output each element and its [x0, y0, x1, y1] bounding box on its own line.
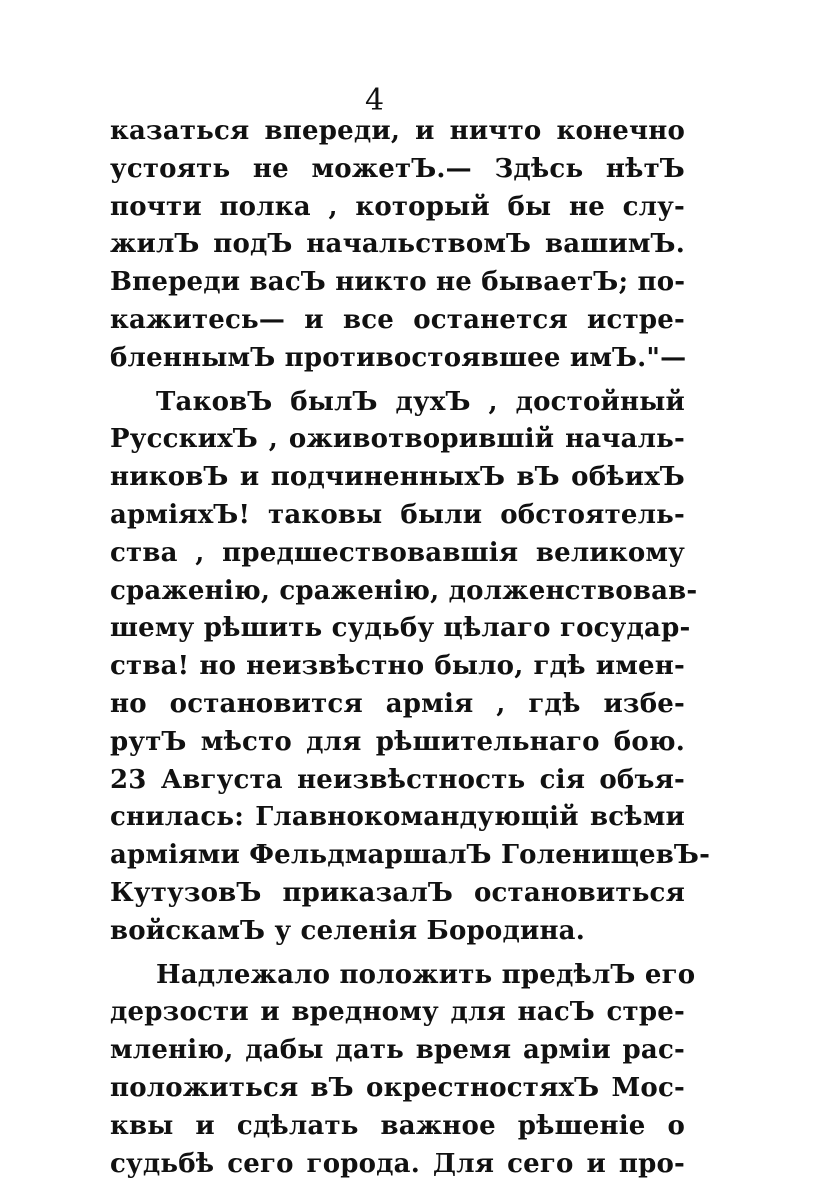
text-line: никовЪ и подчиненныхЪ вЪ обѣихЪ	[110, 462, 685, 493]
text-line: кажитесь— и все останется истре-	[110, 304, 685, 335]
text-line: снилась: Главнокомандующій всѣми	[110, 802, 685, 833]
text-line: бленнымЪ противостоявшее имЪ."—	[110, 342, 687, 373]
text-line: войскамЪ у селенія Бородина.	[110, 915, 585, 946]
text-line: судьбѣ сего города. Для сего и про-	[110, 1148, 685, 1179]
paragraph-start-line: ТаковЪ былЪ духЪ , достойный	[156, 386, 685, 417]
body-text	[110, 113, 711, 1183]
text-line: квы и сдѣлать важное рѣшеніе о	[110, 1110, 685, 1141]
text-line: жилЪ подЪ начальствомЪ вашимЪ.	[110, 229, 685, 260]
text-line: ства , предшествовавшія великому	[110, 537, 685, 568]
text-line: арміями ФельдмаршалЪ ГоленищевЪ-	[110, 840, 711, 871]
text-line: 23 Августа неизвѣстность сія объя-	[110, 764, 685, 795]
text-line: сраженію, сраженію, долженствовав-	[110, 575, 698, 606]
text-line: почти полка , который бы не слу-	[110, 191, 685, 222]
text-line: ства! но неизвѣстно было, гдѣ имен-	[110, 651, 685, 682]
text-line: дерзости и вредному для насЪ стре-	[110, 997, 685, 1028]
text-line: устоять не можетЪ.— Здѣсь нѣтЪ	[110, 153, 685, 184]
text-line: арміяхЪ! таковы были обстоятель-	[110, 499, 685, 530]
text-line: Впереди васЪ никто не бываетЪ; по-	[110, 267, 686, 298]
text-line: но остановится армія , гдѣ избе-	[110, 688, 685, 719]
text-line: рутЪ мѣсто для рѣшительнаго бою.	[110, 726, 685, 757]
text-line: КутузовЪ приказалЪ остановиться	[110, 877, 685, 908]
paragraph-start-line: Надлежало положить предѣлЪ его	[156, 959, 696, 990]
text-line: РусскихЪ , оживотворившій началь-	[110, 424, 685, 455]
text-line: положиться вЪ окрестностяхЪ Мос-	[110, 1072, 685, 1103]
text-line: казаться впереди, и ничто конечно	[110, 116, 685, 146]
page-number: 4	[365, 83, 385, 118]
text-line: шему рѣшить судьбу цѣлаго государ-	[110, 613, 691, 644]
text-line: мленію, дабы дать время арміи рас-	[110, 1035, 685, 1066]
